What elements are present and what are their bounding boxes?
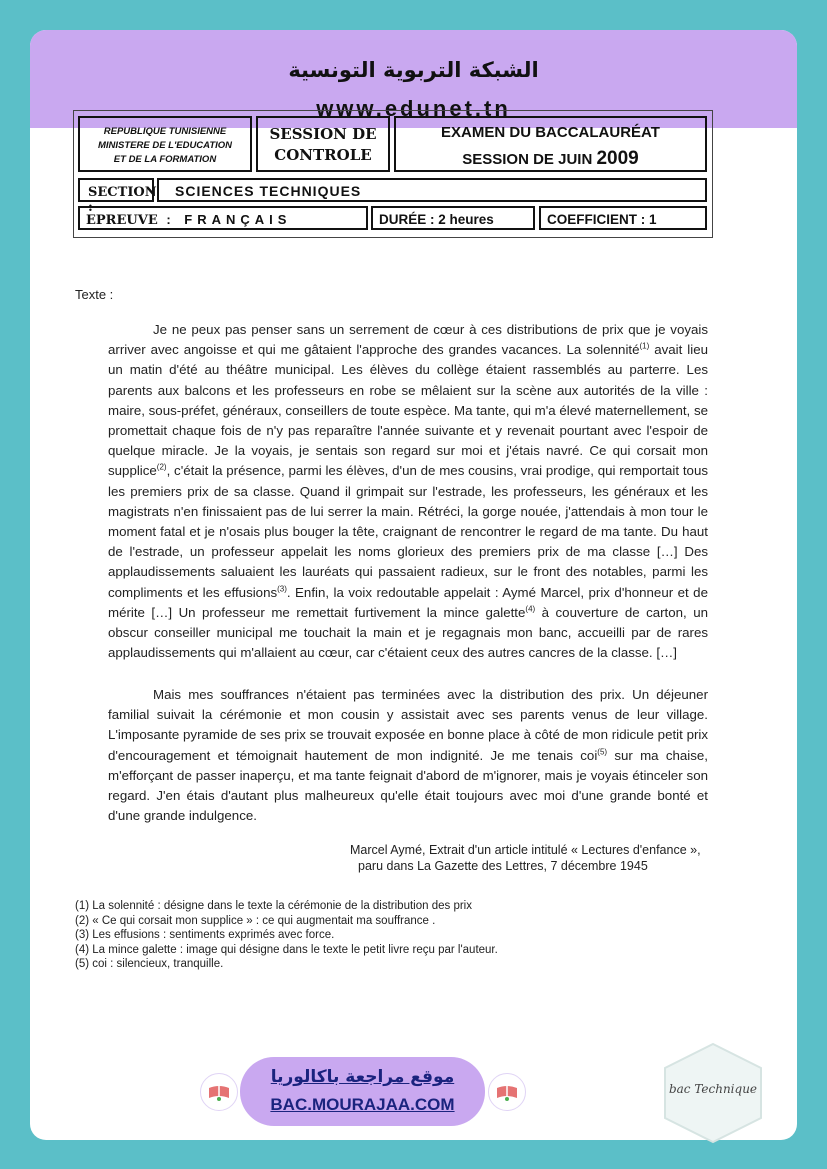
p2-part: sur ma chaise, m'efforçant de passer inaperçu, et ma tante feignait d'abord de m'ignorer, mais je voyais étinceler son regard. J'en étais d'autant plus malheureux qu'elle était toujours avec moi d'une grande bonté et d'une grande indulgence.	[108, 747, 708, 824]
p1-part: avait lieu un matin d'été au théâtre municipal. Les élèves du collège étaient rassemblés au parterre. Les parents aux balcons et les professeurs en robe se mêlaient sur la scène aux autorités de la ville : maire, sous-préfet, généraux, conseillers de toute espèce. Ma tante, qui m'a élevé maternellement, se promettait chaque fois de n'y pas reparaître l'année suivante et y revenait pourtant avec l'espoir de quelque miracle. Je la voyais, je sentais son regard sur moi et j'étais navré. Ce qui corsait mon supplice	[108, 342, 708, 479]
exam-year: 2009	[596, 148, 639, 169]
paragraph-1	[108, 320, 708, 663]
exam-title: EXAMEN DU BACCALAURÉAT	[441, 124, 660, 141]
bac-technique-badge	[658, 1040, 768, 1146]
texte-label: Texte :	[75, 287, 114, 302]
epreuve-box	[78, 206, 368, 230]
attribution-line-1: Marcel Aymé, Extrait d'un article intitulé « Lectures d'enfance »,	[350, 843, 701, 857]
banner-arabic-title: الشبكة التربوية التونسية	[288, 58, 539, 82]
footnote: (4) La mince galette : image qui désigne dans le texte le petit livre reçu par l'auteur.	[75, 943, 498, 956]
footer-arabic-link[interactable]: موقع مراجعة باكالوريا	[270, 1067, 455, 1087]
exam-box	[394, 116, 707, 172]
banner-url[interactable]: www.edunet.tn	[316, 96, 511, 121]
attribution-line-2: paru dans La Gazette des Lettres, 7 décembre 1945	[358, 859, 648, 873]
book-logo-icon	[200, 1073, 238, 1111]
section-label: SECTION :	[78, 178, 154, 202]
ministry-box	[78, 116, 252, 172]
duration-box: DURÉE : 2 heures	[371, 206, 535, 230]
footnote: (3) Les effusions : sentiments exprimés avec force.	[75, 929, 335, 941]
session-line: SESSION DE	[269, 125, 377, 143]
footnote-ref: (3)	[277, 584, 287, 594]
exam-session	[396, 148, 705, 170]
ministry-line: ET DE LA FORMATION	[113, 154, 217, 165]
p1-part: à couverture de carton, un obscur conseiller municipal me touchait la main et je regagnais mon banc, accueilli par de rares applaudissements qui m'allaient au cœur, car c'étaient ceux des autres cancres de la classe. […]	[108, 604, 708, 661]
section-value: SCIENCES TECHNIQUES	[157, 178, 707, 202]
exam-session-label: SESSION DE JUIN	[462, 151, 593, 168]
ministry-line: MINISTERE DE L'EDUCATION	[97, 140, 233, 151]
coefficient-box: COEFFICIENT : 1	[539, 206, 707, 230]
session-box	[256, 116, 390, 172]
p1-part: , c'était la présence, parmi les élèves, d'un de mes cousins, vrai prodige, qui remportait tous les premiers prix de sa classe. Quand il grimpait sur l'estrade, les professeurs, les généraux et les magistrats n'en finissaient pas de lui serrer la main. Rétréci, la gorge nouée, j'attendais à mon tour le moment fatal et je n'osais plus bouger la tête, craignant de rencontrer le regard de ma tante. Du haut de l'estrade, un professeur appelait les noms glorieux des premiers prix de ma classe […] Des applaudissements saluaient les lauréats qui passaient radieux, sur le front des notables, parmi les compliments et les effusions	[108, 463, 708, 600]
ministry-line: REPUBLIQUE TUNISIENNE	[103, 126, 227, 137]
footer-url-link[interactable]: BAC.MOURAJAA.COM	[270, 1095, 455, 1114]
badge-text: bac Technique	[668, 1082, 758, 1096]
footer-site-pill[interactable]	[240, 1057, 485, 1126]
footnote-ref: (1)	[639, 341, 650, 351]
footnote-ref: (2)	[156, 463, 167, 472]
footnote: (5) coi : silencieux, tranquille.	[75, 958, 224, 970]
p1-part: . Enfin, la voix redoutable appelait : Aymé Marcel, prix d'honneur et de mérite […] Un professeur me remettait furtivement la mince galette	[108, 584, 708, 620]
p1-part: Je ne peux pas penser sans un serrement de cœur à ces distributions de prix que je voyais arriver avec angoisse et qui me gâtaient l'approche des grandes vacances. La solennité	[108, 322, 708, 358]
footnote: (2) « Ce qui corsait mon supplice » : ce qui augmentait ma souffrance .	[75, 914, 436, 927]
paragraph-2	[108, 685, 708, 826]
p2-part: Mais mes souffrances n'étaient pas terminées avec la distribution des prix. Un déjeuner familial suivait la cérémonie et mon cousin y assistait avec ses parents venus de leur village. L'imposante pyramide de ses prix se trouvait exposée en bonne place à côté de mon ridicule petit prix d'encouragement et témoignait hautement de mon indignité. Je me tenais coi	[108, 687, 708, 763]
epreuve-value: : FRANÇAIS	[157, 212, 292, 227]
footnote-ref: (4)	[525, 604, 536, 614]
footnotes	[75, 899, 595, 972]
attribution	[350, 842, 710, 874]
footnote: (1) La solennité : désigne dans le texte la cérémonie de la distribution des prix	[75, 900, 472, 912]
epreuve-label: EPREUVE	[86, 213, 158, 228]
session-line: CONTROLE	[274, 146, 372, 164]
footnote-ref: (5)	[597, 747, 608, 757]
book-logo-icon	[488, 1073, 526, 1111]
